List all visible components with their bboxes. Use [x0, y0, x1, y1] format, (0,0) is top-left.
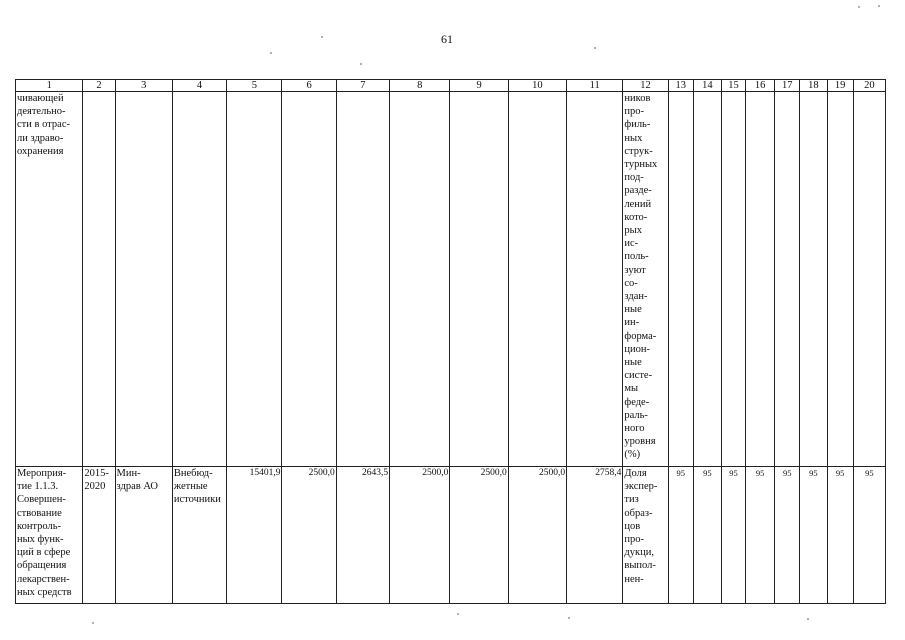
cell-target — [746, 92, 775, 467]
cell-target: 95 — [775, 467, 800, 604]
cell-total — [227, 92, 282, 467]
cell-value — [450, 92, 508, 467]
col-header: 5 — [227, 80, 282, 92]
col-header: 2 — [83, 80, 115, 92]
cell-description: чивающей деятельно- сти в отрас- ли здраво- охранения — [16, 92, 83, 467]
cell-target: 95 — [827, 467, 853, 604]
cell-value — [390, 92, 450, 467]
col-header: 11 — [567, 80, 623, 92]
cell-target: 95 — [721, 467, 745, 604]
cell-target — [800, 92, 827, 467]
col-header: 9 — [450, 80, 508, 92]
cell-indicator: ников про- филь- ных струк- турных под- разде- лений кото- рых ис- поль- зуют со- здан- ные ин- форма- цион- ные систе- мы феде- раль- ного уровня (%) — [623, 92, 668, 467]
col-header: 10 — [508, 80, 566, 92]
cell-target — [775, 92, 800, 467]
col-header: 12 — [623, 80, 668, 92]
cell-target: 95 — [800, 467, 827, 604]
cell-description: Мероприя- тие 1.1.3. Совершен- ствование контроль- ных функ- ций в сфере обращения лекарствен- ных средств — [16, 467, 83, 604]
cell-value: 2500,0 — [450, 467, 508, 604]
cell-value — [567, 92, 623, 467]
cell-value: 2500,0 — [508, 467, 566, 604]
cell-executor: Мин- здрав АО — [115, 467, 172, 604]
cell-value — [508, 92, 566, 467]
cell-target — [693, 92, 721, 467]
cell-period: 2015- 2020 — [83, 467, 115, 604]
cell-value: 2758,4 — [567, 467, 623, 604]
col-header: 13 — [668, 80, 693, 92]
col-header: 3 — [115, 80, 172, 92]
cell-target: 95 — [746, 467, 775, 604]
cell-executor — [115, 92, 172, 467]
cell-target: 95 — [668, 467, 693, 604]
cell-target — [853, 92, 885, 467]
col-header: 18 — [800, 80, 827, 92]
cell-value — [336, 92, 389, 467]
cell-target — [721, 92, 745, 467]
col-header: 20 — [853, 80, 885, 92]
cell-target: 95 — [853, 467, 885, 604]
cell-source: Внебюд- жетные источники — [172, 467, 226, 604]
col-header: 19 — [827, 80, 853, 92]
cell-value: 2500,0 — [390, 467, 450, 604]
cell-target: 95 — [693, 467, 721, 604]
header-row — [16, 80, 886, 92]
cell-value — [282, 92, 336, 467]
cell-target — [668, 92, 693, 467]
col-header: 4 — [172, 80, 226, 92]
col-header: 6 — [282, 80, 336, 92]
col-header: 17 — [775, 80, 800, 92]
cell-target — [827, 92, 853, 467]
col-header: 15 — [721, 80, 745, 92]
col-header: 16 — [746, 80, 775, 92]
cell-total: 15401,9 — [227, 467, 282, 604]
col-header: 8 — [390, 80, 450, 92]
cell-source — [172, 92, 226, 467]
col-header: 14 — [693, 80, 721, 92]
col-header: 1 — [16, 80, 83, 92]
table-row — [16, 467, 886, 604]
cell-indicator: Доля экспер- тиз образ- цов про- дукци, выпол- нен- — [623, 467, 668, 604]
page-number: 61 — [441, 32, 453, 46]
cell-period — [83, 92, 115, 467]
col-header: 7 — [336, 80, 389, 92]
cell-value: 2643,5 — [336, 467, 389, 604]
budget-table — [15, 79, 886, 604]
cell-value: 2500,0 — [282, 467, 336, 604]
table-row — [16, 92, 886, 467]
